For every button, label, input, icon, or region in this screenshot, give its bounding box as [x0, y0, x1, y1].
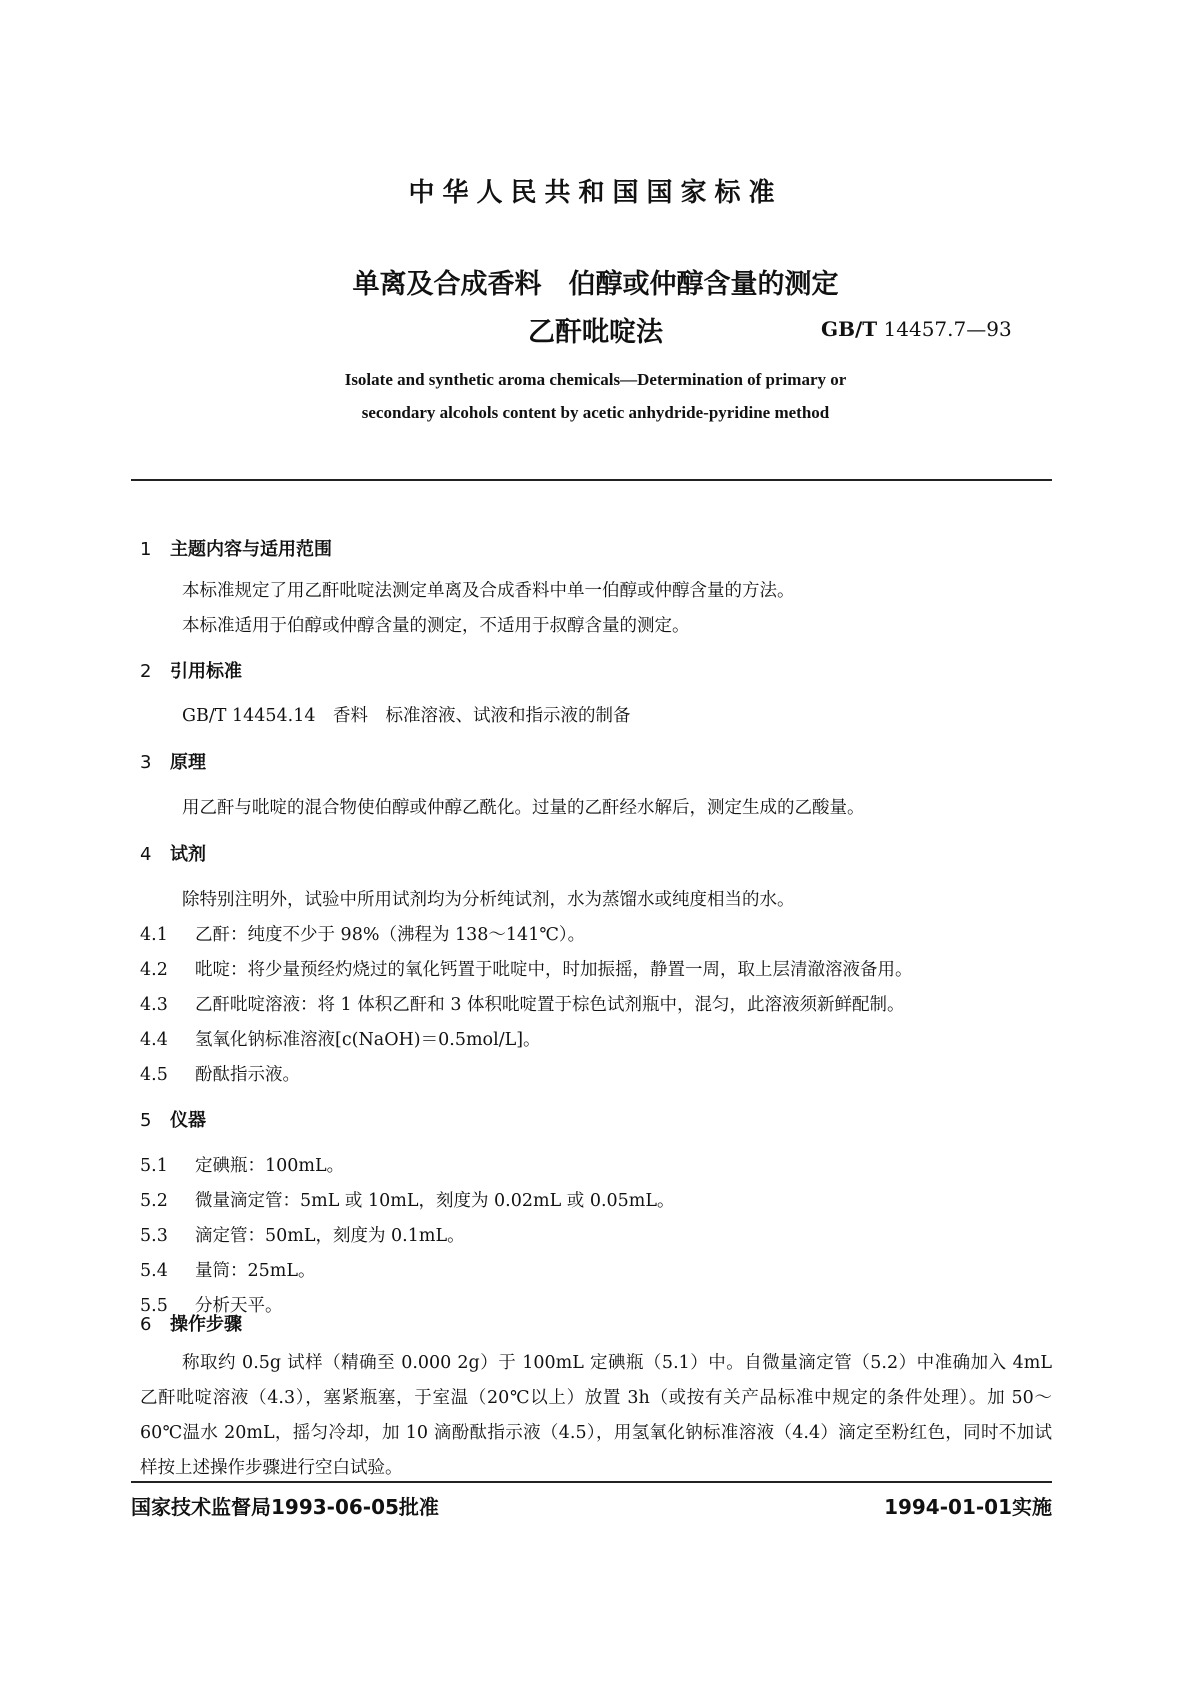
item-number: 4.1: [140, 925, 168, 945]
item-text: 吡啶：将少量预经灼烧过的氧化钙置于吡啶中，时加振摇，静置一周，取上层清澈溶液备用。: [195, 960, 913, 980]
item-number: 5.1: [140, 1156, 168, 1176]
section-number: 6: [140, 1314, 152, 1335]
approval-date: 国家技术监督局1993-06-05批准: [131, 1495, 439, 1519]
title-line-2: 乙酐吡啶法: [528, 317, 663, 348]
item-text: 量筒：25mL。: [195, 1261, 316, 1281]
top-divider: [131, 479, 1052, 481]
section-4-heading: [140, 840, 206, 866]
list-item: [140, 991, 905, 1016]
list-item: [140, 1061, 300, 1086]
standard-code: 14457.7—93: [883, 317, 1012, 341]
item-text: 分析天平。: [195, 1296, 283, 1316]
section-title: 主题内容与适用范围: [170, 539, 332, 560]
list-item: [140, 1187, 675, 1212]
list-item: [140, 1257, 315, 1282]
section-5-heading: [140, 1106, 206, 1132]
section-number: 4: [140, 844, 152, 865]
section-3-para: 用乙酐与吡啶的混合物使伯醇或仲醇乙酰化。过量的乙酐经水解后，测定生成的乙酸量。: [182, 798, 865, 818]
item-text: 定碘瓶：100mL。: [195, 1156, 345, 1176]
section-number: 5: [140, 1110, 152, 1131]
item-number: 4.4: [140, 1030, 168, 1050]
standard-prefix: GB/T: [821, 317, 878, 341]
list-item: [140, 1152, 344, 1177]
item-number: 4.5: [140, 1065, 168, 1085]
english-title-line-2: secondary alcohols content by acetic anhydride-pyridine method: [361, 403, 830, 422]
list-item: [140, 921, 585, 946]
item-text: 乙酐：纯度不少于 98%（沸程为 138～141℃）。: [195, 925, 586, 945]
implementation-date: 1994-01-01实施: [884, 1495, 1052, 1519]
section-number: 2: [140, 661, 152, 682]
document-header: 中华人民共和国国家标准: [408, 178, 783, 208]
section-2-heading: [140, 657, 242, 683]
section-number: 1: [140, 539, 152, 560]
section-title: 仪器: [170, 1110, 206, 1131]
item-text: 氢氧化钠标准溶液[c(NaOH)＝0.5mol/L]。: [195, 1030, 541, 1050]
section-2-reference: GB/T 14454.14 香料 标准溶液、试液和指示液的制备: [182, 706, 631, 726]
section-1-heading: [140, 535, 332, 561]
item-text: 滴定管：50mL，刻度为 0.1mL。: [195, 1226, 465, 1246]
item-number: 4.2: [140, 960, 168, 980]
section-title: 原理: [170, 752, 206, 773]
item-number: 5.2: [140, 1191, 168, 1211]
section-title: 引用标准: [170, 661, 242, 682]
english-title-line-1: Isolate and synthetic aroma chemicals—Determination of primary or: [344, 370, 847, 389]
section-1-para-1: 本标准规定了用乙酐吡啶法测定单离及合成香料中单一伯醇或仲醇含量的方法。: [182, 581, 795, 601]
list-item: [140, 1026, 541, 1051]
section-title: 操作步骤: [170, 1314, 242, 1335]
section-6-heading: [140, 1310, 242, 1336]
item-text: 微量滴定管：5mL 或 10mL，刻度为 0.02mL 或 0.05mL。: [195, 1191, 675, 1211]
title-line-1: 单离及合成香料 伯醇或仲醇含量的测定: [352, 269, 839, 300]
item-number: 4.3: [140, 995, 168, 1015]
item-number: 5.4: [140, 1261, 168, 1281]
section-1-para-2: 本标准适用于伯醇或仲醇含量的测定，不适用于叔醇含量的测定。: [182, 616, 690, 636]
section-title: 试剂: [170, 844, 206, 865]
list-item: [140, 956, 913, 981]
section-6-para: 称取约 0.5g 试样（精确至 0.000 2g）于 100mL 定碘瓶（5.1）中。自微量滴定管（5.2）中准确加入 4mL 乙酐吡啶溶液（4.3），塞紧瓶塞，于室温（20℃以上）放置 3h（或按有关产品标准中规定的条件处理）。加 50～60℃温水 20mL，摇匀冷却，加 10 滴酚酞指示液（4.5），用氢氧化钠标准溶液（4.4）滴定至粉红色，同时不加试样按上述操作步骤进行空白试验。: [140, 1353, 1052, 1478]
item-number: 5.3: [140, 1226, 168, 1246]
standard-number: [821, 317, 1012, 341]
section-3-heading: [140, 748, 206, 774]
list-item: [140, 1222, 465, 1247]
item-text: 乙酐吡啶溶液：将 1 体积乙酐和 3 体积吡啶置于棕色试剂瓶中，混匀，此溶液须新鲜配制。: [195, 995, 905, 1015]
item-number: 5.5: [140, 1296, 168, 1316]
bottom-divider: [131, 1481, 1052, 1483]
section-4-para: 除特别注明外，试验中所用试剂均为分析纯试剂，水为蒸馏水或纯度相当的水。: [182, 890, 795, 910]
section-number: 3: [140, 752, 152, 773]
item-text: 酚酞指示液。: [195, 1065, 300, 1085]
